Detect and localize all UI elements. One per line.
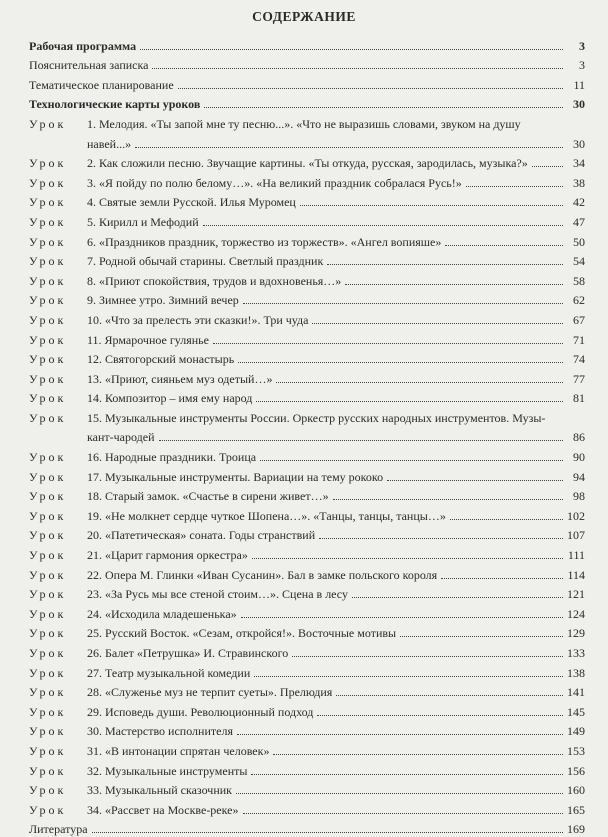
lesson-word: Урок [29,116,67,131]
toc-entry [29,818,585,837]
entry-text: 11. Ярмарочное гулянье [87,332,209,347]
entry-label [29,666,250,681]
toc-entry [29,250,585,270]
toc-entry [29,641,585,661]
page-number: 34 [573,156,585,171]
toc-entry [29,308,585,328]
leader-dots [238,361,563,363]
leader-dots [236,792,563,794]
lesson-word: Урок [29,214,67,229]
leader-dots [333,498,563,500]
leader-dots [213,342,563,344]
page-number: 81 [573,391,585,406]
entry-label [29,274,341,289]
page-number: 42 [573,195,585,210]
leader-dots [203,224,563,226]
entry-text: 30. Мастерство исполнителя [87,724,233,739]
entry-text: 20. «Патетическая» соната. Годы странствий [87,528,316,543]
page-number: 54 [573,254,585,269]
page-number: 74 [573,352,585,367]
page-number: 94 [573,469,585,484]
entry-text: 1. Мелодия. «Ты запой мне ту песню...». «Что не выразишь словами, звуком на душу [87,116,521,131]
entry-text: Рабочая программа [29,38,137,53]
entry-label [29,39,136,54]
toc-entry [29,367,585,387]
entry-text: 13. «Приют, сияньем муз одетый…» [87,371,273,386]
entry-text: навей...» [87,136,132,151]
lesson-word: Урок [29,743,67,758]
lesson-word: Урок [29,665,67,680]
lesson-word: Урок [29,195,67,210]
leader-dots [292,655,563,657]
lesson-word: Урок [29,469,67,484]
page-number: 133 [567,646,585,660]
lesson-word: Урок [29,685,67,700]
page-number: 38 [573,175,585,190]
leader-dots [241,616,563,618]
leader-dots [273,753,563,755]
lesson-word: Урок [29,175,67,190]
leader-dots [345,283,563,285]
entry-label [29,607,237,622]
entry-text: 15. Музыкальные инструменты России. Оркестр русских народных инструментов. Музы- [87,410,546,425]
toc-entry [29,524,585,544]
toc-entry-continuation [29,426,585,446]
entry-text: Литература [29,822,88,837]
lesson-word: Урок [29,371,67,386]
entry-label [29,744,269,759]
leader-dots [450,518,563,520]
entry-text: кант-чародей [87,430,155,445]
leader-dots [532,165,563,167]
page-number: 156 [567,763,585,778]
entry-text: 28. «Служенье муз не терпит суеты». Прелюдия [87,685,333,700]
entry-label [29,685,332,700]
lesson-word: Урок [29,391,67,406]
entry-label [29,78,174,93]
lesson-word: Урок [29,587,67,602]
toc-entry [29,191,585,211]
toc-entry [29,171,585,191]
lesson-word: Урок [29,548,67,563]
toc-entry [29,269,585,289]
entry-label [29,352,234,367]
entry-label [29,156,528,171]
toc-entry [29,681,585,701]
leader-dots [336,694,563,696]
entry-text: 5. Кирилл и Мефодий [87,214,199,229]
lesson-word: Урок [29,763,67,778]
entry-text: 22. Опера М. Глинки «Иван Сусанин». Бал в замке польского короля [87,567,438,582]
entry-label [29,117,521,132]
entry-text: 19. «Не молкнет сердце чуткое Шопена…». «Танцы, танцы, танцы…» [87,508,446,523]
toc-entry [29,798,585,818]
page-number: 121 [567,587,585,602]
entry-label [29,97,200,112]
entry-text: 31. «В интонации спрятан человек» [87,743,270,758]
entry-text: 3. «Я пойду по полю белому…». «На великий праздник собралася Русь!» [87,175,462,190]
entry-label [29,783,232,798]
entry-label [29,626,396,641]
lesson-word: Урок [29,704,67,719]
entry-text: 34. «Рассвет на Москве-реке» [87,802,239,817]
leader-dots [387,479,563,481]
page-number: 169 [567,822,585,837]
page-number: 129 [567,626,585,641]
entry-label [29,293,239,308]
page-number: 11 [573,77,585,92]
toc-entry [29,73,585,93]
toc-entry [29,387,585,407]
entry-label [29,450,256,465]
toc-entry [29,465,585,485]
entry-text: Тематическое планирование [29,77,174,92]
entry-text: 18. Старый замок. «Счастье в сирени живет…» [87,489,329,504]
toc-entry [29,759,585,779]
leader-dots [159,439,563,441]
entry-label [29,215,199,230]
page-number: 153 [567,743,585,758]
lesson-word: Урок [29,508,67,523]
toc-entry [29,485,585,505]
entry-text: 24. «Исходила младешенька» [87,606,237,621]
toc-entry [29,504,585,524]
entry-text: 14. Композитор – имя ему народ [87,391,253,406]
entry-text: 27. Театр музыкальной комедии [87,665,251,680]
page-number: 30 [573,136,585,151]
lesson-word: Урок [29,273,67,288]
toc-entry [29,54,585,74]
page-number: 138 [567,665,585,680]
entry-text: 9. Зимнее утро. Зимний вечер [87,293,239,308]
leader-dots [256,400,563,402]
entry-label [29,646,288,661]
leader-dots [441,577,563,579]
toc-entry [29,661,585,681]
page-number: 47 [573,214,585,229]
page-number: 107 [567,528,585,543]
toc-entry [29,348,585,368]
entry-text: Пояснительная записка [29,58,149,73]
toc-entry-continuation [29,132,585,152]
entry-label [29,822,88,837]
leader-dots [466,185,563,187]
entry-text: 4. Святые земли Русской. Илья Муромец [87,195,296,210]
leader-dots [152,67,563,69]
leader-dots [312,322,563,324]
leader-dots [243,812,564,814]
page-number: 67 [573,312,585,327]
toc-entry [29,112,585,132]
entry-text: 21. «Царит гармония оркестра» [87,548,248,563]
entry-label [29,489,329,504]
leader-dots [319,537,563,539]
leader-dots [254,675,563,677]
leader-dots [260,459,563,461]
lesson-word: Урок [29,646,67,660]
entry-text: 26. Балет «Петрушка» И. Стравинского [87,646,289,660]
toc-entry [29,34,585,54]
page-number: 77 [573,371,585,386]
lesson-word: Урок [29,724,67,739]
toc-entry [29,230,585,250]
toc-entry [29,152,585,172]
toc-entry [29,622,585,642]
toc-entry [29,739,585,759]
lesson-word: Урок [29,352,67,367]
entry-label [29,254,323,269]
entry-text: 2. Как сложили песню. Звучащие картины. «Ты откуда, русская, зародилась, музыка?» [87,156,528,171]
page-number: 62 [573,293,585,308]
entry-label [29,528,315,543]
leader-dots [327,263,563,265]
lesson-word: Урок [29,293,67,308]
page-number: 71 [573,332,585,347]
page-number: 50 [573,234,585,249]
toc-entry [29,583,585,603]
page-number: 149 [567,724,585,739]
entry-label [29,548,248,563]
entry-label [29,803,239,818]
page-number: 98 [573,489,585,504]
leader-dots [92,831,563,833]
entry-label [29,58,148,73]
leader-dots [276,381,563,383]
lesson-word: Урок [29,156,67,171]
entry-text: 33. Музыкальный сказочник [87,783,232,798]
page-number: 141 [567,685,585,700]
entry-label [29,764,247,779]
leader-dots [352,596,563,598]
leader-dots [243,302,563,304]
lesson-word: Урок [29,567,67,582]
leader-dots [140,48,563,50]
lesson-word: Урок [29,312,67,327]
entry-label [29,411,545,426]
entry-text: 6. «Праздников праздник, торжество из торжеств». «Ангел вопияше» [87,234,442,249]
entry-label [29,333,209,348]
entry-label [29,705,313,720]
page-number: 3 [579,58,585,73]
lesson-word: Урок [29,234,67,249]
leader-dots [135,146,563,148]
lesson-word: Урок [29,606,67,621]
entry-label [29,509,446,524]
toc-entry [29,779,585,799]
toc-entry [29,700,585,720]
leader-dots [400,635,563,637]
entry-label [29,176,462,191]
toc-entry [29,602,585,622]
page-number: 111 [567,548,585,563]
entry-label [29,470,383,485]
leader-dots [445,244,563,246]
lesson-word: Урок [29,626,67,641]
entry-text: 29. Исповедь души. Революционный подход [87,704,314,719]
entry-label [29,587,348,602]
page-number: 124 [567,606,585,621]
lesson-word: Урок [29,489,67,504]
leader-dots [237,733,563,735]
page-number: 145 [567,704,585,719]
page-number: 114 [567,567,585,582]
entry-text: 7. Родной обычай старины. Светлый праздник [87,254,324,269]
leader-dots [204,106,563,108]
leader-dots [251,773,563,775]
leader-dots [178,87,563,89]
entry-text: 25. Русский Восток. «Сезам, откройся!». Восточные мотивы [87,626,397,641]
entry-label [29,235,441,250]
toc-entry [29,93,585,113]
lesson-word: Урок [29,410,67,425]
lesson-word: Урок [29,528,67,543]
entry-text: 32. Музыкальные инструменты [87,763,248,778]
table-of-contents [29,34,585,837]
entry-text: 23. «За Русь мы все стеной стоим…». Сцена в лесу [87,587,348,602]
toc-entry [29,563,585,583]
entry-text: 16. Народные праздники. Троица [87,450,257,465]
lesson-word: Урок [29,254,67,269]
entry-label [29,391,252,406]
entry-label [29,372,272,387]
page-number: 86 [573,430,585,445]
toc-entry [29,445,585,465]
entry-label [29,313,308,328]
toc-entry [29,210,585,230]
lesson-word: Урок [29,802,67,817]
entry-label [29,568,437,583]
page-title: СОДЕРЖАНИЕ [252,9,356,24]
page-number: 30 [573,97,585,112]
page-number: 165 [567,802,585,817]
page-number: 3 [579,38,585,53]
page-number: 160 [567,783,585,798]
leader-dots [317,714,563,716]
lesson-word: Урок [29,450,67,465]
leader-dots [252,557,563,559]
lesson-word: Урок [29,332,67,347]
entry-text: 12. Святогорский монастырь [87,352,235,367]
lesson-word: Урок [29,783,67,798]
entry-text: 17. Музыкальные инструменты. Вариации на тему рококо [87,469,384,484]
entry-text: Технологические карты уроков [29,97,201,112]
entry-text: 8. «Приют спокойствия, трудов и вдохновенья…» [87,273,342,288]
toc-entry [29,543,585,563]
toc-entry [29,720,585,740]
toc-entry [29,406,585,426]
leader-dots [300,204,563,206]
toc-entry [29,289,585,309]
entry-text: 10. «Что за прелесть эти сказки!». Три чуда [87,312,309,327]
page-number: 102 [567,508,585,523]
entry-label [29,195,296,210]
page-number: 90 [573,450,585,465]
toc-entry [29,328,585,348]
page-number: 58 [573,273,585,288]
